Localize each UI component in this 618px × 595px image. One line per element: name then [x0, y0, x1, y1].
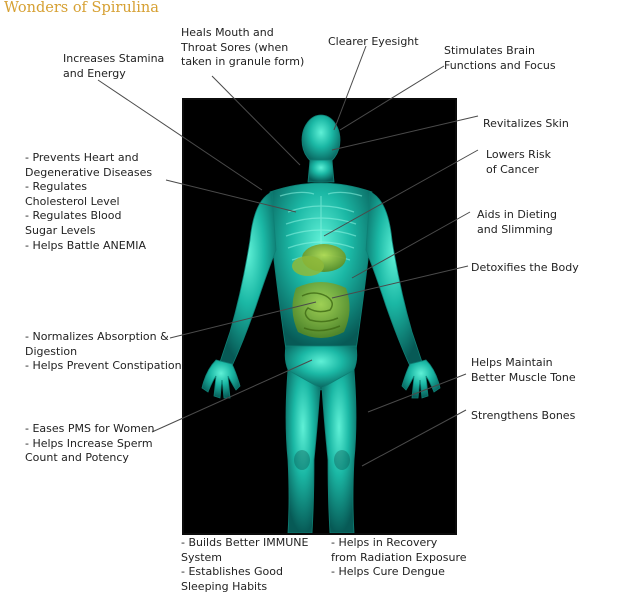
label-mouth: Heals Mouth and Throat Sores (when taken in granule form) [181, 26, 305, 69]
label-eyesight: Clearer Eyesight [328, 35, 419, 48]
leader-brain [340, 66, 444, 130]
leader-digestion [170, 302, 316, 338]
label-muscle: Helps Maintain Better Muscle Tone [471, 356, 576, 384]
label-dieting: Aids in Dieting and Slimming [477, 208, 557, 236]
leader-bones [362, 410, 466, 466]
page-title: Wonders of Spirulina [4, 0, 159, 16]
leader-mouth [212, 76, 300, 165]
label-immune: - Builds Better IMMUNE System - Establishes Good Sleeping Habits [181, 536, 309, 593]
label-digestion: - Normalizes Absorption & Digestion - Helps Prevent Constipation [25, 330, 182, 373]
label-detox: Detoxifies the Body [471, 261, 579, 274]
label-radiation: - Helps in Recovery from Radiation Exposure - Helps Cure Dengue [331, 536, 467, 579]
label-stamina: Increases Stamina and Energy [63, 52, 165, 80]
label-pms: - Eases PMS for Women - Helps Increase Sperm Count and Potency [25, 422, 155, 465]
leader-cancer [324, 150, 478, 236]
label-skin: Revitalizes Skin [483, 117, 569, 130]
label-bones: Strengthens Bones [471, 409, 576, 422]
leader-dieting [352, 212, 470, 278]
label-brain: Stimulates Brain Functions and Focus [444, 44, 556, 72]
leader-heart [166, 180, 296, 212]
leader-muscle [368, 374, 466, 412]
label-heart: - Prevents Heart and Degenerative Diseases - Regulates Cholesterol Level - Regulates Blood Sugar Levels - Helps Battle ANEMIA [25, 151, 153, 252]
label-cancer: Lowers Risk of Cancer [486, 148, 551, 176]
leader-detox [332, 266, 468, 298]
